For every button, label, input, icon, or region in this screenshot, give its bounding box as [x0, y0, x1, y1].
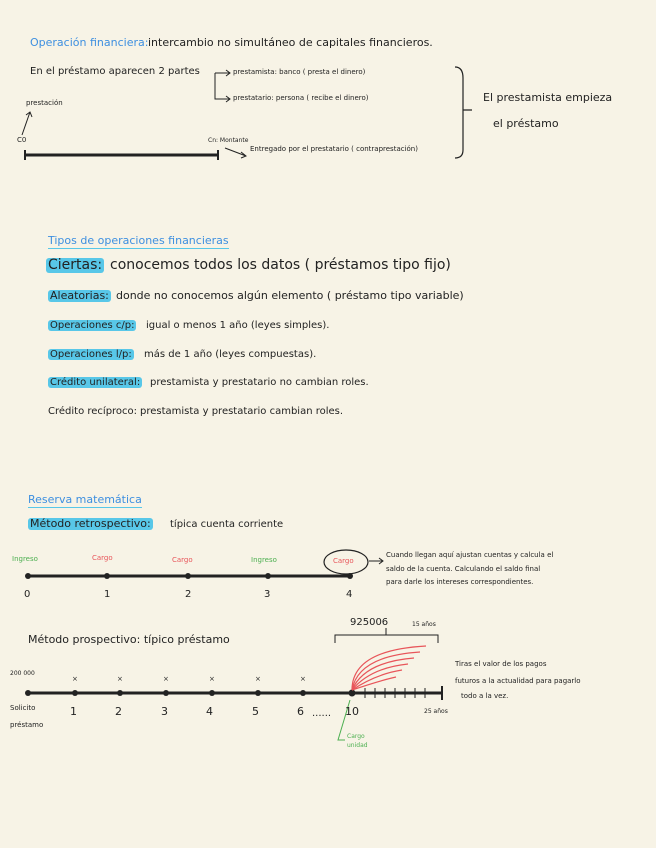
cargo-note-3: para darle los intereses correspondientes. [386, 578, 534, 586]
retrospectivo-value: típica cuenta corriente [170, 519, 284, 530]
label-ingreso-0: Ingreso [12, 555, 38, 563]
tiras-line3: todo a la vez. [461, 692, 509, 700]
tick2-6: 6 [297, 705, 304, 718]
prestamo-partes: En el préstamo aparecen 2 partes [30, 66, 200, 77]
tick-3: 3 [264, 589, 271, 600]
tiras-line2: futuros a la actualidad para pagarlo [455, 677, 581, 685]
arcs [352, 646, 426, 690]
dots: ...... [312, 708, 332, 719]
reserva-title: Reserva matemática [28, 494, 142, 508]
tick-1: 1 [104, 589, 111, 600]
ciertas-value: conocemos todos los datos ( préstamos tipo fijo) [110, 257, 451, 273]
c0-label: C0 [17, 136, 27, 144]
cn-label: Cn: Montante [208, 137, 249, 144]
cp-value: igual o menos 1 año (leyes simples). [146, 320, 330, 331]
ciertas-key: Ciertas: [48, 257, 103, 273]
tick2-5: 5 [252, 705, 259, 718]
solicito-line1: Solicito [10, 704, 36, 712]
tick2-1: 1 [70, 705, 77, 718]
prospectivo-title: Método prospectivo: típico préstamo [28, 633, 230, 646]
unilateral-value: prestamista y prestatario no cambian roles. [150, 377, 369, 388]
reciproco-key: Crédito recíproco: [48, 406, 138, 417]
prestacion-label: prestación [26, 99, 63, 107]
label-ingreso-3: Ingreso [251, 556, 277, 564]
tiras-line1: Tiras el valor de los pagos [455, 660, 547, 668]
reciproco-value: prestamista y prestatario cambian roles. [140, 406, 344, 417]
operacion-def: intercambio no simultáneo de capitales financieros. [148, 36, 433, 49]
tick2-2: 2 [115, 705, 122, 718]
unilateral-key: Crédito unilateral: [50, 377, 141, 388]
cargo-unidad-1: Cargo [347, 733, 365, 740]
tick2-25: 25 años [424, 708, 448, 715]
label-cargo-2: Cargo [172, 556, 193, 564]
label-cargo-4: Cargo [333, 557, 354, 565]
prestatario-arrow [215, 73, 230, 102]
bracket-15 [335, 628, 438, 643]
solicito-line2: préstamo [10, 721, 44, 729]
years15-label: 15 años [412, 621, 436, 628]
empieza-line2: el préstamo [493, 117, 559, 130]
aleatorias-key: Aleatorias: [50, 289, 109, 302]
bracket [455, 67, 472, 158]
label-cargo-1: Cargo [92, 554, 113, 562]
lp-value: más de 1 año (leyes compuestas). [144, 349, 317, 360]
tick-0: 0 [24, 589, 31, 600]
entregado-label: Entregado por el prestatario ( contraprestación) [250, 145, 418, 153]
tick2-4: 4 [206, 705, 213, 718]
prestacion-arrow [22, 112, 32, 135]
x-mark-5: × [255, 675, 261, 683]
lp-key: Operaciones l/p: [50, 349, 132, 360]
prestatario-label: prestatario: persona ( recibe el dinero) [233, 94, 369, 102]
empieza-line1: El prestamista empieza [483, 91, 613, 104]
prestamista-label: prestamista: banco ( presta el dinero) [233, 68, 366, 76]
cargo-note-2: saldo de la cuenta. Calculando el saldo final [386, 565, 541, 573]
tick2-3: 3 [161, 705, 168, 718]
cp-key: Operaciones c/p: [50, 320, 135, 331]
x-mark-2: × [117, 675, 123, 683]
aleatorias-value: donde no conocemos algún elemento ( préstamo tipo variable) [116, 289, 464, 302]
retrospectivo-key: Método retrospectivo: [30, 517, 151, 530]
left-amount: 200 000 [10, 670, 35, 677]
cargo-note-arrow [369, 558, 383, 564]
entregado-arrow [225, 148, 246, 158]
amount-label: 925006 [350, 617, 389, 628]
x-mark-1: × [72, 675, 78, 683]
tick2-10: 10 [345, 705, 359, 718]
x-mark-3: × [163, 675, 169, 683]
tipos-title: Tipos de operaciones financieras [48, 235, 229, 249]
x-mark-4: × [209, 675, 215, 683]
tick-2: 2 [185, 589, 192, 600]
cargo-note-1: Cuando llegan aquí ajustan cuentas y calcula el [386, 551, 554, 559]
operacion-title: Operación financiera: [30, 36, 149, 49]
tick-4: 4 [346, 589, 353, 600]
x-mark-6: × [300, 675, 306, 683]
prestamista-arrow [215, 70, 230, 76]
cargo-unidad-2: unidad [347, 742, 368, 749]
